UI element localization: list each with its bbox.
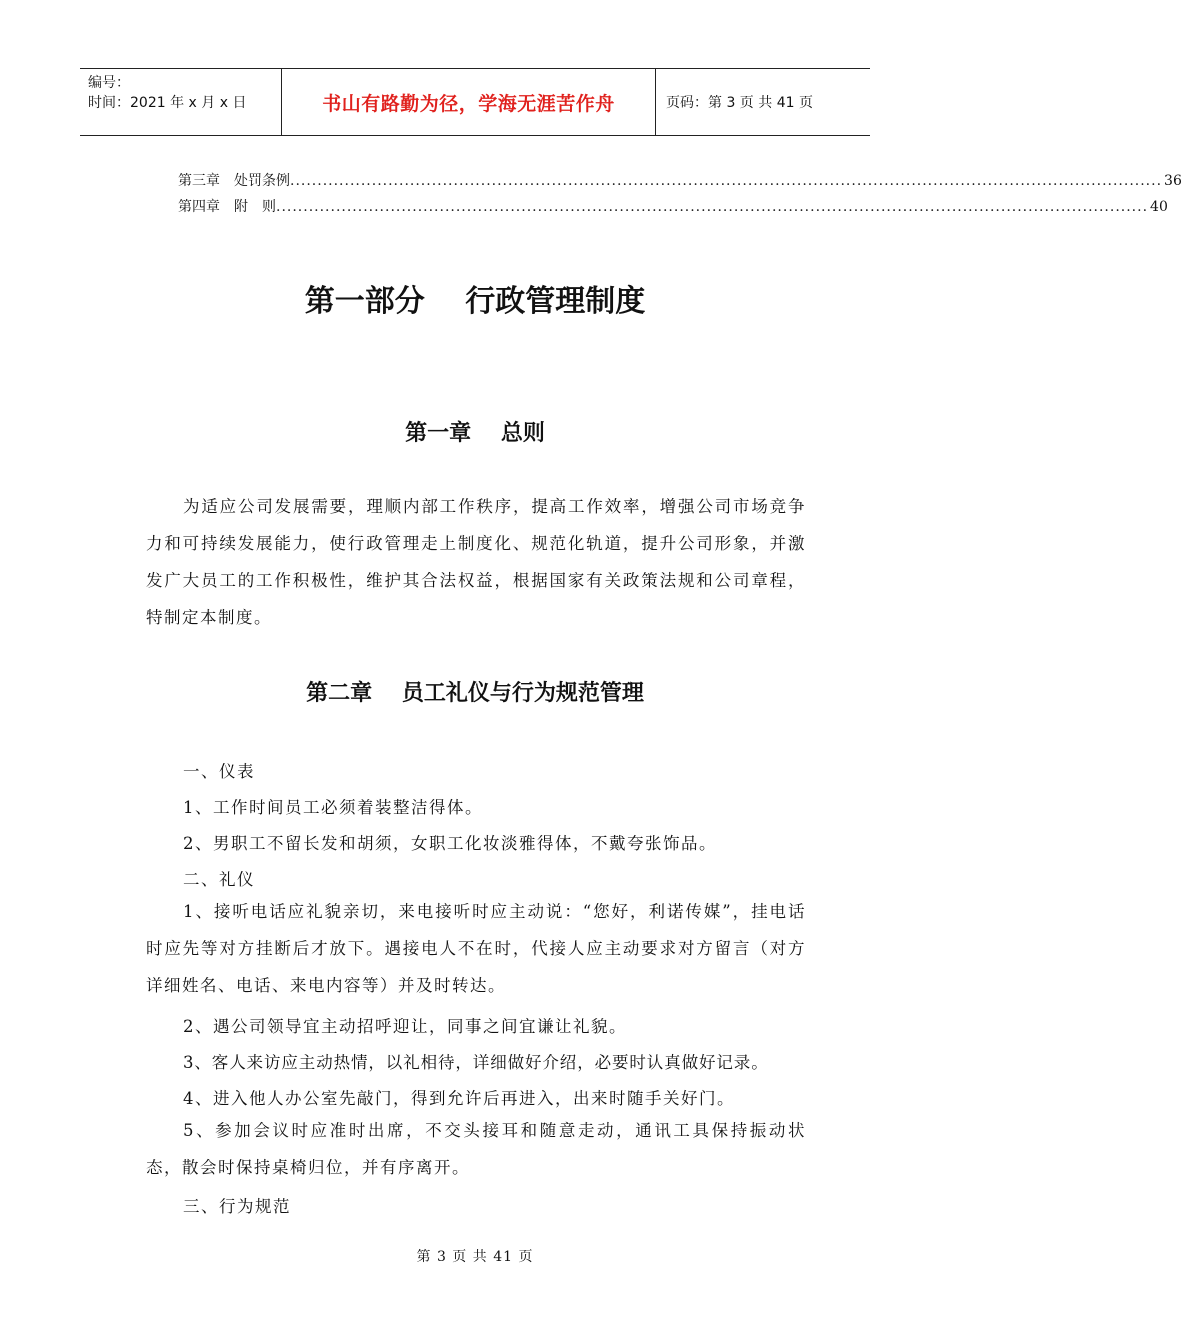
etiquette-item-1: 1、接听电话应礼貌亲切，来电接听时应主动说：“您好，利诺传媒”，挂电话时应先等对方挂断后才放下。遇接电人不在时，代接人应主动要求对方留言（对方详细姓名、电话、来电内容等）并及时转达。 (146, 902, 806, 995)
toc-entry[interactable] (178, 196, 1168, 222)
chapter-1-paragraph: 为适应公司发展需要，理顺内部工作秩序，提高工作效率，增强公司市场竞争力和可持续发展能力，使行政管理走上制度化、规范化轨道，提升公司形象，并激发广大员工的工作积极性，维护其合法权益，根据国家有关政策法规和公司章程，特制定本制度。 (146, 497, 806, 627)
header-motto: 书山有路勤为径，学海无涯苦作舟 (282, 69, 656, 135)
toc-entry[interactable] (178, 170, 1182, 196)
section-heading-appearance: 一、仪表 (183, 762, 255, 781)
appearance-item-1: 1、工作时间员工必须着装整洁得体。 (183, 798, 483, 817)
document-header (80, 68, 870, 136)
etiquette-item-5: 5、参加会议时应准时出席，不交头接耳和随意走动，通讯工具保持振动状态，散会时保持桌椅归位，并有序离开。 (146, 1121, 806, 1177)
toc-entry-page: 36 (1164, 173, 1182, 189)
etiquette-item-4: 4、进入他人办公室先敲门，得到允许后再进入，出来时随手关好门。 (183, 1089, 735, 1108)
table-of-contents (178, 170, 1182, 222)
etiquette-item-2: 2、遇公司领导宜主动招呼迎让，同事之间宜谦让礼貌。 (183, 1017, 627, 1036)
page-footer: 第 3 页 共 41 页 (416, 1249, 534, 1265)
toc-entry-page: 40 (1150, 199, 1168, 215)
toc-leader-dots: ................................................................................................................................................................ (276, 199, 1149, 215)
chapter-2-title: 第二章 员工礼仪与行为规范管理 (306, 681, 644, 706)
toc-entry-title: 第四章 附 则 (178, 199, 276, 215)
part-title: 第一部分 行政管理制度 (304, 284, 646, 319)
header-meta (80, 69, 282, 135)
section-heading-conduct: 三、行为规范 (183, 1197, 291, 1216)
toc-leader-dots: ................................................................................................................................................................ (290, 173, 1163, 189)
toc-entry-title: 第三章 处罚条例 (178, 173, 290, 189)
section-heading-etiquette: 二、礼仪 (183, 870, 255, 889)
document-number-label: 编号： (88, 75, 130, 91)
etiquette-item-3: 3、客人来访应主动热情，以礼相待，详细做好介绍，必要时认真做好记录。 (183, 1053, 769, 1072)
chapter-1-title: 第一章 总则 (405, 421, 545, 446)
appearance-item-2: 2、男职工不留长发和胡须，女职工化妆淡雅得体，不戴夸张饰品。 (183, 834, 717, 853)
header-page-info: 页码：第 3 页 共 41 页 (666, 95, 813, 111)
document-time-label: 时间：2021 年 x 月 x 日 (88, 95, 247, 111)
